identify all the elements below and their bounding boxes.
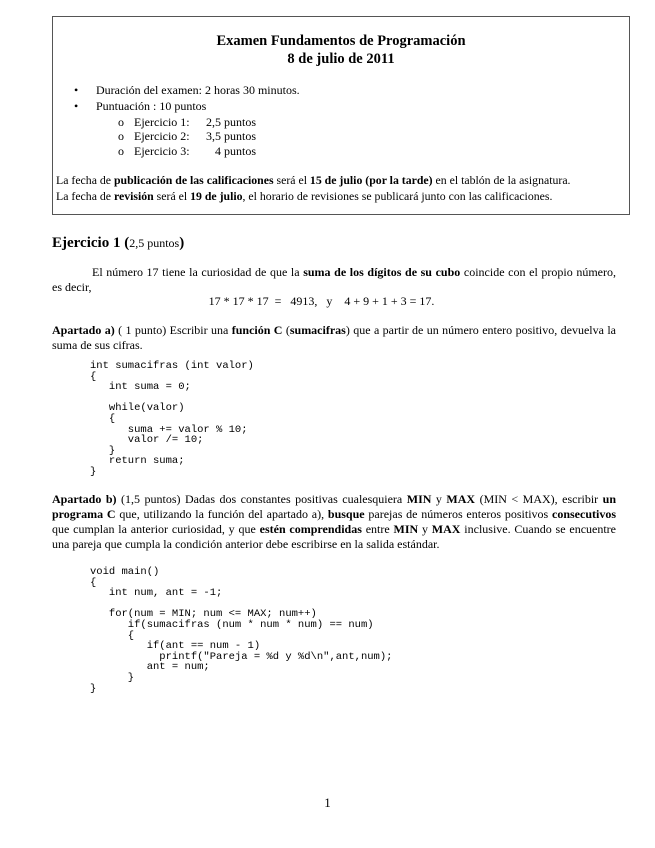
exercise-score-label: Ejercicio 3: [134,144,190,158]
exercise-score-points: 2,5 puntos [206,115,257,129]
publication-date-line: La fecha de publicación de las calificaciones será el 15 de julio (por la tarde) en el tablón de la asignatura. [56,173,571,187]
part-b-statement: Apartado b) (1,5 puntos) Dadas dos constantes positivas cualesquiera MIN y MAX (MIN < MAX), escribir un programa C que, utilizando la función del apartado a), busque parejas de números enteros positivos consecutivos que cumplan la anterior curiosidad, y que estén comprendidas entre MIN y MAX inclusive. Cuando se encuentre una pareja que cumpla la condición anterior debe escribirse en la salida estándar. [52,492,617,551]
exam-title: Examen Fundamentos de Programación [216,33,466,49]
page-number: 1 [324,795,331,810]
exercise-1-intro: El número 17 tiene la curiosidad de que la suma de los dígitos de su cubo coincide con el propio número, es decir, [52,265,616,294]
exercise-1-formula: 17 * 17 * 17 = 4913, y 4 + 9 + 1 + 3 = 17. [208,294,435,308]
part-a-statement: Apartado a) ( 1 punto) Escribir una función C (sumacifras) que a partir de un número entero positivo, devuelva la suma de sus cifras. [52,323,616,352]
exercise-1-heading: Ejercicio 1 (2,5 puntos) [52,235,185,251]
exercise-score-points: 4 puntos [215,144,257,158]
code-main: void main() { int num, ant = -1; for(num = MIN; num <= MAX; num++) if(sumacifras (num * num * num) == num) { if(ant == num - 1) printf("Pareja = %d y %d\n",ant,num); ant = num; } } [90,566,393,695]
exercise-score-points: 3,5 puntos [206,129,257,143]
exercise-score-label: Ejercicio 2: [134,129,190,143]
exam-date: 8 de julio de 2011 [287,51,395,67]
revision-date-line: La fecha de revisión será el 19 de julio, el horario de revisiones se publicará junto con las calificaciones. [56,189,553,203]
code-sumacifras: int sumacifras (int valor) { int suma = 0; while(valor) { suma += valor % 10; valor /= 10; } return suma; } [90,360,254,478]
bullet-score: • Puntuación : 10 puntos [76,99,206,114]
exercise-score-label: Ejercicio 1: [134,115,190,129]
bullet-duration: • Duración del examen: 2 horas 30 minutos. [76,83,300,98]
